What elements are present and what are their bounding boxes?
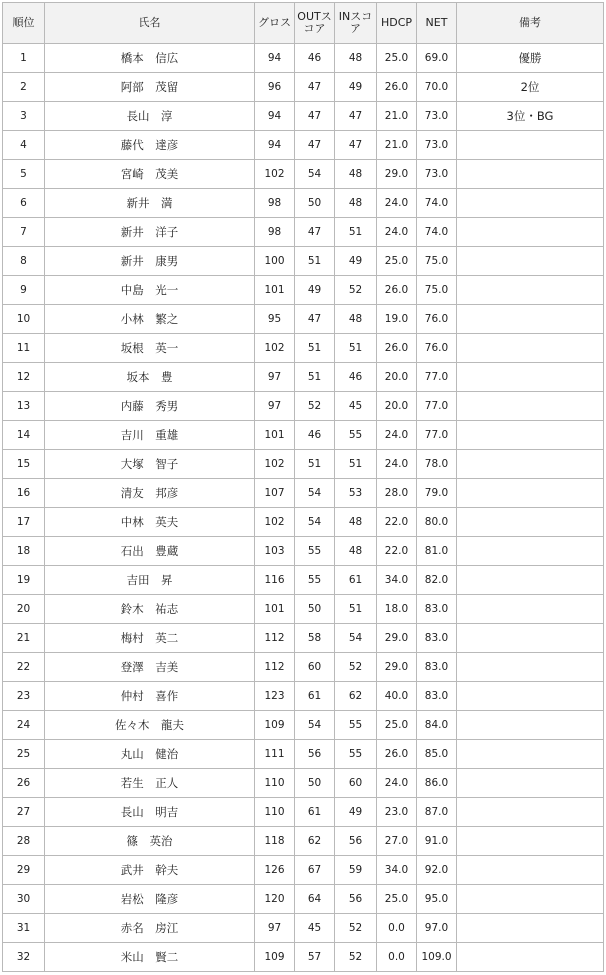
gross-cell: 110 [255,769,295,798]
rank-cell: 15 [3,450,45,479]
in-score-cell: 49 [335,247,377,276]
remarks-cell [457,479,604,508]
out-score-cell: 52 [295,392,335,421]
in-score-cell: 62 [335,682,377,711]
header-name: 氏名 [45,3,255,44]
hdcp-cell: 25.0 [377,885,417,914]
hdcp-cell: 25.0 [377,44,417,73]
name-cell: 米山 賢二 [45,943,255,972]
in-score-cell: 48 [335,537,377,566]
gross-cell: 102 [255,160,295,189]
rank-cell: 27 [3,798,45,827]
name-cell: 大塚 智子 [45,450,255,479]
out-score-cell: 58 [295,624,335,653]
table-row [3,769,604,798]
remarks-cell [457,537,604,566]
gross-cell: 97 [255,392,295,421]
remarks-cell [457,682,604,711]
net-cell: 82.0 [417,566,457,595]
in-score-cell: 51 [335,595,377,624]
gross-cell: 120 [255,885,295,914]
out-score-cell: 61 [295,682,335,711]
out-score-cell: 51 [295,363,335,392]
gross-cell: 110 [255,798,295,827]
hdcp-cell: 26.0 [377,740,417,769]
table-row [3,479,604,508]
gross-cell: 101 [255,276,295,305]
out-score-cell: 61 [295,798,335,827]
rank-cell: 16 [3,479,45,508]
in-score-cell: 51 [335,334,377,363]
hdcp-cell: 24.0 [377,450,417,479]
header-in-score: INスコア [335,3,377,44]
gross-cell: 96 [255,73,295,102]
hdcp-cell: 0.0 [377,914,417,943]
out-score-cell: 60 [295,653,335,682]
table-row [3,508,604,537]
gross-cell: 107 [255,479,295,508]
in-score-cell: 52 [335,276,377,305]
in-score-cell: 48 [335,508,377,537]
net-cell: 83.0 [417,682,457,711]
gross-cell: 97 [255,363,295,392]
rank-cell: 4 [3,131,45,160]
rank-cell: 1 [3,44,45,73]
remarks-cell [457,305,604,334]
out-score-cell: 51 [295,334,335,363]
remarks-cell [457,653,604,682]
hdcp-cell: 26.0 [377,276,417,305]
rank-cell: 28 [3,827,45,856]
out-score-cell: 57 [295,943,335,972]
name-cell: 坂根 英一 [45,334,255,363]
in-score-cell: 47 [335,131,377,160]
out-score-cell: 47 [295,131,335,160]
hdcp-cell: 21.0 [377,102,417,131]
name-cell: 内藤 秀男 [45,392,255,421]
gross-cell: 94 [255,102,295,131]
gross-cell: 109 [255,943,295,972]
net-cell: 74.0 [417,218,457,247]
in-score-cell: 48 [335,305,377,334]
remarks-cell [457,392,604,421]
out-score-cell: 51 [295,247,335,276]
in-score-cell: 52 [335,943,377,972]
rank-cell: 12 [3,363,45,392]
name-cell: 赤名 房江 [45,914,255,943]
in-score-cell: 60 [335,769,377,798]
net-cell: 73.0 [417,160,457,189]
rank-cell: 10 [3,305,45,334]
hdcp-cell: 40.0 [377,682,417,711]
in-score-cell: 55 [335,740,377,769]
table-row [3,740,604,769]
hdcp-cell: 19.0 [377,305,417,334]
name-cell: 中島 光一 [45,276,255,305]
in-score-cell: 55 [335,711,377,740]
name-cell: 吉田 昇 [45,566,255,595]
out-score-cell: 50 [295,189,335,218]
remarks-cell [457,624,604,653]
table-row [3,856,604,885]
rank-cell: 6 [3,189,45,218]
table-row [3,102,604,131]
name-cell: 阿部 茂留 [45,73,255,102]
net-cell: 97.0 [417,914,457,943]
remarks-cell [457,595,604,624]
name-cell: 新井 満 [45,189,255,218]
in-score-cell: 45 [335,392,377,421]
rank-cell: 30 [3,885,45,914]
out-score-cell: 54 [295,479,335,508]
header-remarks: 備考 [457,3,604,44]
table-row [3,305,604,334]
rank-cell: 25 [3,740,45,769]
gross-cell: 109 [255,711,295,740]
rank-cell: 26 [3,769,45,798]
net-cell: 79.0 [417,479,457,508]
in-score-cell: 47 [335,102,377,131]
table-row [3,160,604,189]
net-cell: 74.0 [417,189,457,218]
name-cell: 佐々木 龍夫 [45,711,255,740]
name-cell: 登澤 吉美 [45,653,255,682]
rank-cell: 14 [3,421,45,450]
gross-cell: 102 [255,450,295,479]
rank-cell: 9 [3,276,45,305]
remarks-cell [457,856,604,885]
rank-cell: 18 [3,537,45,566]
gross-cell: 112 [255,653,295,682]
out-score-cell: 54 [295,160,335,189]
table-row [3,392,604,421]
header-rank: 順位 [3,3,45,44]
in-score-cell: 59 [335,856,377,885]
remarks-cell [457,363,604,392]
table-row [3,73,604,102]
remarks-cell [457,566,604,595]
gross-cell: 126 [255,856,295,885]
in-score-cell: 51 [335,218,377,247]
out-score-cell: 50 [295,769,335,798]
table-body [3,44,604,972]
name-cell: 橋本 信広 [45,44,255,73]
in-score-cell: 51 [335,450,377,479]
name-cell: 中林 英夫 [45,508,255,537]
name-cell: 石出 豊蔵 [45,537,255,566]
table-row [3,624,604,653]
net-cell: 81.0 [417,537,457,566]
out-score-cell: 67 [295,856,335,885]
out-score-cell: 56 [295,740,335,769]
net-cell: 83.0 [417,595,457,624]
gross-cell: 118 [255,827,295,856]
net-cell: 95.0 [417,885,457,914]
header-out-score: OUTスコア [295,3,335,44]
gross-cell: 102 [255,508,295,537]
hdcp-cell: 29.0 [377,160,417,189]
net-cell: 73.0 [417,102,457,131]
net-cell: 86.0 [417,769,457,798]
hdcp-cell: 26.0 [377,73,417,102]
gross-cell: 111 [255,740,295,769]
out-score-cell: 54 [295,711,335,740]
table-row [3,885,604,914]
in-score-cell: 49 [335,798,377,827]
net-cell: 77.0 [417,392,457,421]
gross-cell: 98 [255,218,295,247]
remarks-cell [457,711,604,740]
out-score-cell: 47 [295,218,335,247]
header-net: NET [417,3,457,44]
remarks-cell [457,740,604,769]
table-row [3,566,604,595]
rank-cell: 20 [3,595,45,624]
hdcp-cell: 18.0 [377,595,417,624]
table-row [3,131,604,160]
remarks-cell [457,160,604,189]
name-cell: 鈴木 祐志 [45,595,255,624]
remarks-cell [457,247,604,276]
out-score-cell: 46 [295,44,335,73]
out-score-cell: 55 [295,537,335,566]
net-cell: 76.0 [417,334,457,363]
hdcp-cell: 29.0 [377,653,417,682]
in-score-cell: 56 [335,885,377,914]
out-score-cell: 54 [295,508,335,537]
in-score-cell: 61 [335,566,377,595]
hdcp-cell: 24.0 [377,421,417,450]
in-score-cell: 52 [335,653,377,682]
remarks-cell: 3位・BG [457,102,604,131]
gross-cell: 97 [255,914,295,943]
table-row [3,682,604,711]
in-score-cell: 54 [335,624,377,653]
hdcp-cell: 24.0 [377,189,417,218]
name-cell: 篠 英治 [45,827,255,856]
remarks-cell [457,421,604,450]
net-cell: 75.0 [417,276,457,305]
rank-cell: 7 [3,218,45,247]
out-score-cell: 50 [295,595,335,624]
in-score-cell: 48 [335,44,377,73]
hdcp-cell: 22.0 [377,508,417,537]
gross-cell: 112 [255,624,295,653]
net-cell: 77.0 [417,421,457,450]
table-row [3,711,604,740]
gross-cell: 101 [255,595,295,624]
name-cell: 坂本 豊 [45,363,255,392]
net-cell: 109.0 [417,943,457,972]
remarks-cell [457,508,604,537]
in-score-cell: 46 [335,363,377,392]
hdcp-cell: 29.0 [377,624,417,653]
hdcp-cell: 25.0 [377,247,417,276]
gross-cell: 116 [255,566,295,595]
gross-cell: 123 [255,682,295,711]
in-score-cell: 52 [335,914,377,943]
table-row [3,44,604,73]
name-cell: 小林 繁之 [45,305,255,334]
rank-cell: 5 [3,160,45,189]
table-row [3,276,604,305]
rank-cell: 21 [3,624,45,653]
remarks-cell [457,943,604,972]
remarks-cell [457,189,604,218]
rank-cell: 11 [3,334,45,363]
name-cell: 梅村 英二 [45,624,255,653]
header-gross: グロス [255,3,295,44]
net-cell: 80.0 [417,508,457,537]
rank-cell: 3 [3,102,45,131]
table-row [3,450,604,479]
remarks-cell [457,131,604,160]
name-cell: 若生 正人 [45,769,255,798]
remarks-cell [457,885,604,914]
rank-cell: 31 [3,914,45,943]
gross-cell: 101 [255,421,295,450]
net-cell: 70.0 [417,73,457,102]
hdcp-cell: 28.0 [377,479,417,508]
in-score-cell: 53 [335,479,377,508]
out-score-cell: 51 [295,450,335,479]
name-cell: 清友 邦彦 [45,479,255,508]
gross-cell: 94 [255,44,295,73]
name-cell: 長山 明吉 [45,798,255,827]
out-score-cell: 64 [295,885,335,914]
hdcp-cell: 21.0 [377,131,417,160]
hdcp-cell: 0.0 [377,943,417,972]
gross-cell: 100 [255,247,295,276]
table-row [3,914,604,943]
hdcp-cell: 23.0 [377,798,417,827]
hdcp-cell: 24.0 [377,218,417,247]
name-cell: 藤代 達彦 [45,131,255,160]
rank-cell: 24 [3,711,45,740]
in-score-cell: 55 [335,421,377,450]
rank-cell: 23 [3,682,45,711]
remarks-cell [457,769,604,798]
hdcp-cell: 34.0 [377,566,417,595]
hdcp-cell: 24.0 [377,769,417,798]
in-score-cell: 48 [335,160,377,189]
table-row [3,653,604,682]
name-cell: 岩松 隆彦 [45,885,255,914]
out-score-cell: 47 [295,73,335,102]
out-score-cell: 46 [295,421,335,450]
net-cell: 91.0 [417,827,457,856]
gross-cell: 98 [255,189,295,218]
net-cell: 76.0 [417,305,457,334]
out-score-cell: 47 [295,102,335,131]
rank-cell: 17 [3,508,45,537]
net-cell: 69.0 [417,44,457,73]
name-cell: 吉川 重雄 [45,421,255,450]
rank-cell: 8 [3,247,45,276]
remarks-cell [457,218,604,247]
name-cell: 長山 淳 [45,102,255,131]
name-cell: 新井 康男 [45,247,255,276]
name-cell: 仲村 喜作 [45,682,255,711]
rank-cell: 2 [3,73,45,102]
net-cell: 78.0 [417,450,457,479]
gross-cell: 95 [255,305,295,334]
out-score-cell: 49 [295,276,335,305]
net-cell: 85.0 [417,740,457,769]
out-score-cell: 47 [295,305,335,334]
name-cell: 丸山 健治 [45,740,255,769]
remarks-cell [457,827,604,856]
in-score-cell: 49 [335,73,377,102]
remarks-cell [457,798,604,827]
remarks-cell: 優勝 [457,44,604,73]
remarks-cell: 2位 [457,73,604,102]
header-row [3,3,604,44]
gross-cell: 103 [255,537,295,566]
hdcp-cell: 22.0 [377,537,417,566]
out-score-cell: 45 [295,914,335,943]
hdcp-cell: 20.0 [377,392,417,421]
name-cell: 宮崎 茂美 [45,160,255,189]
remarks-cell [457,276,604,305]
net-cell: 73.0 [417,131,457,160]
name-cell: 新井 洋子 [45,218,255,247]
net-cell: 83.0 [417,624,457,653]
hdcp-cell: 34.0 [377,856,417,885]
table-row [3,595,604,624]
table-row [3,421,604,450]
in-score-cell: 56 [335,827,377,856]
table-row [3,363,604,392]
hdcp-cell: 26.0 [377,334,417,363]
table-row [3,827,604,856]
table-row [3,247,604,276]
net-cell: 92.0 [417,856,457,885]
in-score-cell: 48 [335,189,377,218]
rank-cell: 29 [3,856,45,885]
table-row [3,218,604,247]
net-cell: 75.0 [417,247,457,276]
table-row [3,537,604,566]
net-cell: 77.0 [417,363,457,392]
hdcp-cell: 20.0 [377,363,417,392]
table-row [3,189,604,218]
rank-cell: 19 [3,566,45,595]
table-row [3,798,604,827]
results-table [2,2,604,972]
header-hdcp: HDCP [377,3,417,44]
net-cell: 84.0 [417,711,457,740]
rank-cell: 32 [3,943,45,972]
rank-cell: 22 [3,653,45,682]
name-cell: 武井 幹夫 [45,856,255,885]
out-score-cell: 55 [295,566,335,595]
remarks-cell [457,914,604,943]
table-row [3,334,604,363]
table-row [3,943,604,972]
gross-cell: 102 [255,334,295,363]
hdcp-cell: 25.0 [377,711,417,740]
remarks-cell [457,450,604,479]
net-cell: 87.0 [417,798,457,827]
net-cell: 83.0 [417,653,457,682]
rank-cell: 13 [3,392,45,421]
gross-cell: 94 [255,131,295,160]
out-score-cell: 62 [295,827,335,856]
remarks-cell [457,334,604,363]
hdcp-cell: 27.0 [377,827,417,856]
